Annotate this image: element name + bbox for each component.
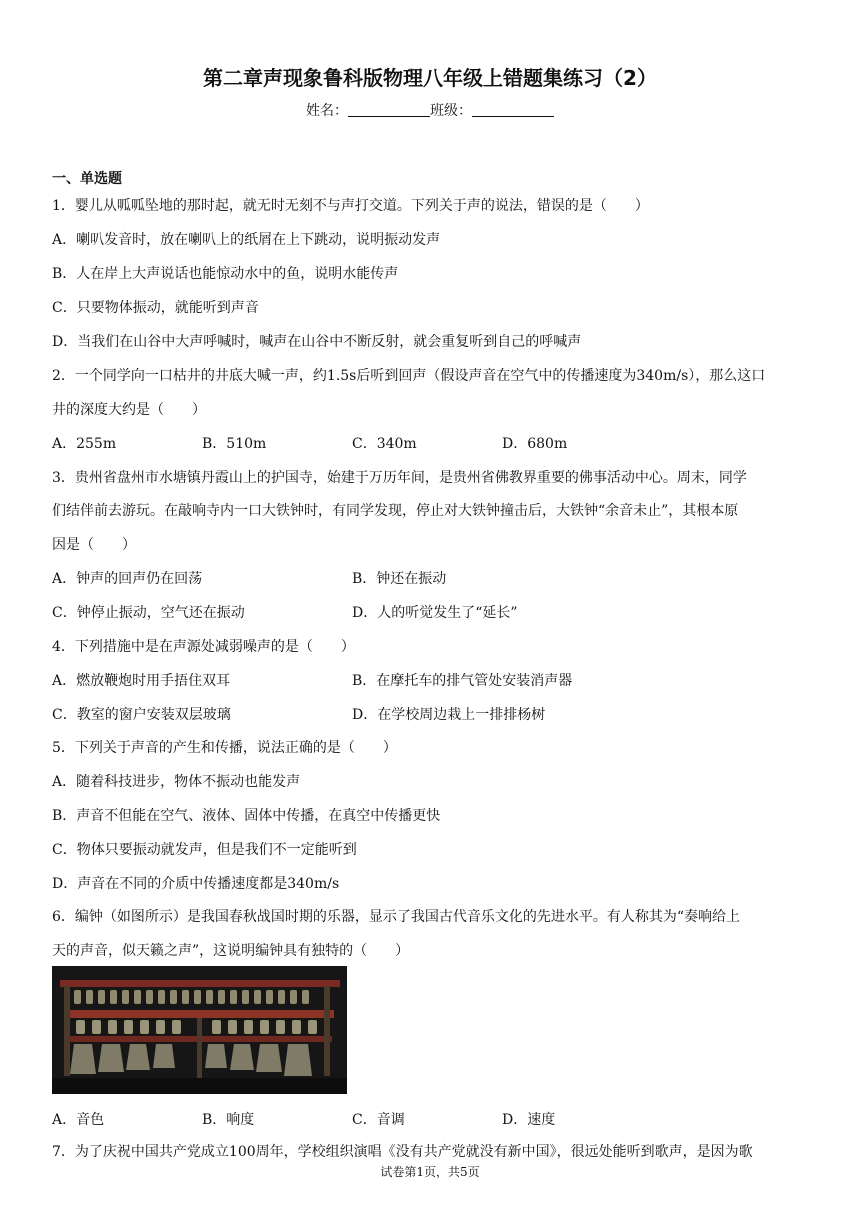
bianzhong-illustration bbox=[52, 966, 347, 1094]
question-6-option-a: A．音色 bbox=[52, 1112, 105, 1128]
question-3-stem-line2: 们结伴前去游玩。在敲响寺内一口大铁钟时，有同学发现，停止对大铁钟撞击后，大铁钟“余音未止”，其根本原 bbox=[52, 503, 739, 519]
question-4-option-b: B．在摩托车的排气管处安装消声器 bbox=[352, 673, 573, 689]
question-7-stem: 7．为了庆祝中国共产党成立100周年，学校组织演唱《没有共产党就没有新中国》，很远处能听到歌声，是因为歌 bbox=[52, 1144, 753, 1160]
question-5-stem: 5．下列关于声音的产生和传播，说法正确的是（ ） bbox=[52, 740, 397, 756]
question-6-stem-line2: 天的声音，似天籁之声”，这说明编钟具有独特的（ ） bbox=[52, 943, 410, 959]
question-2-option-d: D．680m bbox=[502, 436, 568, 452]
question-6-option-d: D．速度 bbox=[502, 1112, 556, 1128]
class-label: 班级： bbox=[430, 103, 472, 119]
question-1-option-b: B．人在岸上大声说话也能惊动水中的鱼，说明水能传声 bbox=[52, 266, 399, 282]
question-4-stem: 4．下列措施中是在声源处减弱噪声的是（ ） bbox=[52, 639, 355, 655]
bianzhong-bells-image bbox=[52, 966, 347, 1094]
question-3-option-b: B．钟还在振动 bbox=[352, 571, 447, 587]
question-5-option-b: B．声音不但能在空气、液体、固体中传播，在真空中传播更快 bbox=[52, 808, 441, 824]
question-5-option-c: C．物体只要振动就发声，但是我们不一定能听到 bbox=[52, 842, 357, 858]
question-3-option-a: A．钟声的回声仍在回荡 bbox=[52, 571, 203, 587]
question-2-option-c: C．340m bbox=[352, 436, 417, 452]
question-3-stem-line3: 因是（ ） bbox=[52, 537, 136, 553]
question-4-option-c: C．教室的窗户安装双层玻璃 bbox=[52, 707, 231, 723]
question-2-option-a: A．255m bbox=[52, 436, 117, 452]
question-3-option-d: D．人的听觉发生了“延长” bbox=[352, 605, 518, 621]
question-2-stem-line1: 2．一个同学向一口枯井的井底大喊一声，约1.5s后听到回声（假设声音在空气中的传播速度为340m/s），那么这口 bbox=[52, 368, 766, 384]
question-1-option-d: D．当我们在山谷中大声呼喊时，喊声在山谷中不断反射，就会重复听到自己的呼喊声 bbox=[52, 334, 582, 350]
page-footer: 试卷第1页，共5页 bbox=[380, 1165, 480, 1179]
question-5-option-a: A．随着科技进步，物体不振动也能发声 bbox=[52, 774, 301, 790]
question-4-option-d: D．在学校周边栽上一排排杨树 bbox=[352, 707, 546, 723]
question-6-stem-line1: 6．编钟（如图所示）是我国春秋战国时期的乐器，显示了我国古代音乐文化的先进水平。有人称其为“奏响给上 bbox=[52, 909, 741, 925]
question-1-stem: 1．婴儿从呱呱坠地的那时起，就无时无刻不与声打交道。下列关于声的说法，错误的是（ ） bbox=[52, 198, 649, 214]
name-label: 姓名： bbox=[306, 103, 348, 119]
question-6-option-b: B．响度 bbox=[202, 1112, 255, 1128]
question-2-stem-line2: 井的深度大约是（ ） bbox=[52, 402, 206, 418]
student-info-line bbox=[0, 100, 860, 120]
name-blank[interactable] bbox=[348, 102, 430, 117]
question-5-option-d: D．声音在不同的介质中传播速度都是340m/s bbox=[52, 876, 340, 892]
question-2-option-b: B．510m bbox=[202, 436, 267, 452]
class-blank[interactable] bbox=[472, 102, 554, 117]
question-3-stem-line1: 3．贵州省盘州市水塘镇丹霞山上的护国寺，始建于万历年间，是贵州省佛教界重要的佛事活动中心。周末，同学 bbox=[52, 470, 747, 486]
question-1-option-c: C．只要物体振动，就能听到声音 bbox=[52, 300, 259, 316]
question-4-option-a: A．燃放鞭炮时用手捂住双耳 bbox=[52, 673, 231, 689]
exam-title: 第二章声现象鲁科版物理八年级上错题集练习（2） bbox=[203, 66, 657, 90]
question-3-option-c: C．钟停止振动，空气还在振动 bbox=[52, 605, 245, 621]
question-6-option-c: C．音调 bbox=[352, 1112, 405, 1128]
section-heading: 一、单选题 bbox=[52, 171, 122, 187]
question-1-option-a: A．喇叭发音时，放在喇叭上的纸屑在上下跳动，说明振动发声 bbox=[52, 232, 441, 248]
